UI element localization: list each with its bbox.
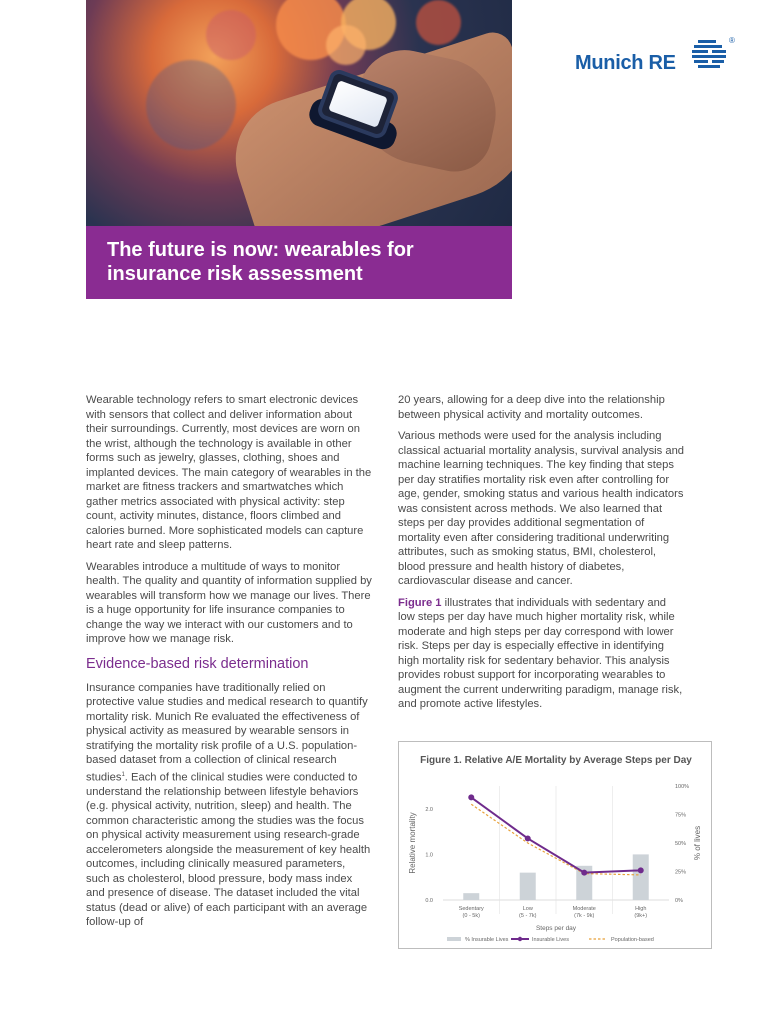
x-tick-sublabel: (9k+) xyxy=(634,913,648,919)
legend-label-insurable: Insurable Lives xyxy=(532,937,569,943)
y2-tick-label: 25% xyxy=(675,869,687,876)
evidence-paragraph: Insurance companies have traditionally relied on protective value studies and medical research to quantify mortality risk. Munich Re evaluated the effectiveness of physical activity as measured by wearable sensors in stratifying the mortality risk profile of a U.S. population-based dataset from a collection of clinical research studies$^1$. Each of the clinical studies were conducted to understand the relationship between lifestyle behaviors (e.g. physical activity, nutrition, sleep) and health. The common characteristic among the studies was the focus on physical activity measurement using research-grade accelerometers alongside the measurement of key health outcomes, including clinically measured parameters, such as cholesterol, blood pressure, body mass index and presence of disease. The dataset included the vital status (dead or alive) of each participant with an average follow-up of xyxy=(86,681,371,929)
munich-re-logo xyxy=(575,36,735,76)
intro-paragraph: Wearable technology refers to smart electronic devices with sensors that collect and deliver information about their surroundings. Currently, most devices are worn on the wrist, although the technology is available in other forms such as jewelry, glasses, clothing, shoes and implanted devices. The main category of wearables in the market are fitness trackers and smartwatches which gather metrics associated with physical activity: step count, activity minutes, distance, floors climbed and calories burned. More sophisticated models can capture heart rate and sleep patterns. xyxy=(86,394,372,551)
y2-axis-label: % of lives xyxy=(693,825,702,861)
y2-tick-label: 75% xyxy=(675,812,687,819)
hero-image xyxy=(86,0,512,226)
legend-marker-insurable xyxy=(518,937,522,941)
wearables-paragraph: Wearables introduce a multitude of ways to monitor health. The quality and quantity of information supplied by wearables will transform how we manage our lives. There is a huge opportunity for life insurance companies to change the way we interact with our customers and to improve how we manage risk. xyxy=(86,560,372,645)
chart-svg xyxy=(399,742,713,950)
figure-1-link[interactable]: Figure 1 xyxy=(398,596,442,609)
legend-swatch-bars xyxy=(447,937,461,941)
registered-mark: ® xyxy=(729,36,735,45)
title-line-2: insurance risk assessment xyxy=(107,263,363,285)
figure-1-chart xyxy=(398,741,712,949)
y-tick-label: 0.0 xyxy=(425,898,433,904)
y2-tick-label: 100% xyxy=(675,784,690,790)
title-banner xyxy=(86,226,512,299)
y-tick-label: 2.0 xyxy=(425,806,433,813)
footnote-ref: 1 xyxy=(121,771,125,778)
section-heading: Evidence-based risk determination xyxy=(86,655,309,672)
x-tick-sublabel: (0 - 5k) xyxy=(462,913,480,919)
x-tick-sublabel: (5 - 7k) xyxy=(519,913,537,919)
y-tick-label: 1.0 xyxy=(425,852,433,859)
legend-label-population: Population-based xyxy=(611,937,654,943)
left-column xyxy=(86,393,372,937)
x-tick-label: Low xyxy=(522,906,533,912)
bar-low xyxy=(520,873,536,900)
logo-mark-icon xyxy=(692,38,728,74)
x-tick-label: High xyxy=(635,906,647,912)
bar-high xyxy=(633,854,649,900)
bar-sedentary xyxy=(463,893,479,900)
figure-paragraph: Figure 1 illustrates that individuals with sedentary and low steps per day have much higher mortality risk, while moderate and high steps per day correspond with lower risk. Steps per day is especially effective in identifying high mortality risk for sedentary behavior. This analysis provides robust support for incorporating wearables to augment the current underwriting paradigm, manage risk, and promote active lifestyles. xyxy=(398,596,683,710)
page-title xyxy=(107,238,492,286)
legend-label-bars: % Insurable Lives xyxy=(465,937,509,943)
methods-paragraph: Various methods were used for the analysis including classical actuarial mortality analysis, survival analysis and machine learning techniques. The key finding that steps per day stratifies mortality risk even after controlling for age, gender, smoking status and various health indicators was consistent across methods. We also learned that steps per day provides additional segmentation of mortality even after considering traditional underwriting attributes, such as smoking status, BMI, cholesterol, blood pressure and health history of diabetes, cardiovascular disease and cancer. xyxy=(398,430,685,587)
logo-wordmark: Munich RE xyxy=(575,52,676,74)
x-tick-sublabel: (7k - 9k) xyxy=(574,913,595,919)
right-column xyxy=(398,393,684,719)
x-axis-label: Steps per day xyxy=(535,925,577,932)
y2-tick-label: 50% xyxy=(675,841,687,847)
y-axis-label: Relative mortality xyxy=(408,812,417,874)
chart-title: Figure 1. Relative A/E Mortality by Average Steps per Day xyxy=(420,755,692,766)
insurable-lives-point xyxy=(581,870,587,876)
followup-paragraph: 20 years, allowing for a deep dive into the relationship between physical activity and mortality outcomes. xyxy=(398,394,665,421)
title-line-1: The future is now: wearables for xyxy=(107,239,414,261)
y2-tick-label: 0% xyxy=(675,898,683,904)
x-tick-label: Moderate xyxy=(572,906,596,912)
insurable-lives-point xyxy=(638,867,644,873)
x-tick-label: Sedentary xyxy=(458,906,484,912)
insurable-lives-point xyxy=(525,835,531,841)
insurable-lives-point xyxy=(468,794,474,800)
